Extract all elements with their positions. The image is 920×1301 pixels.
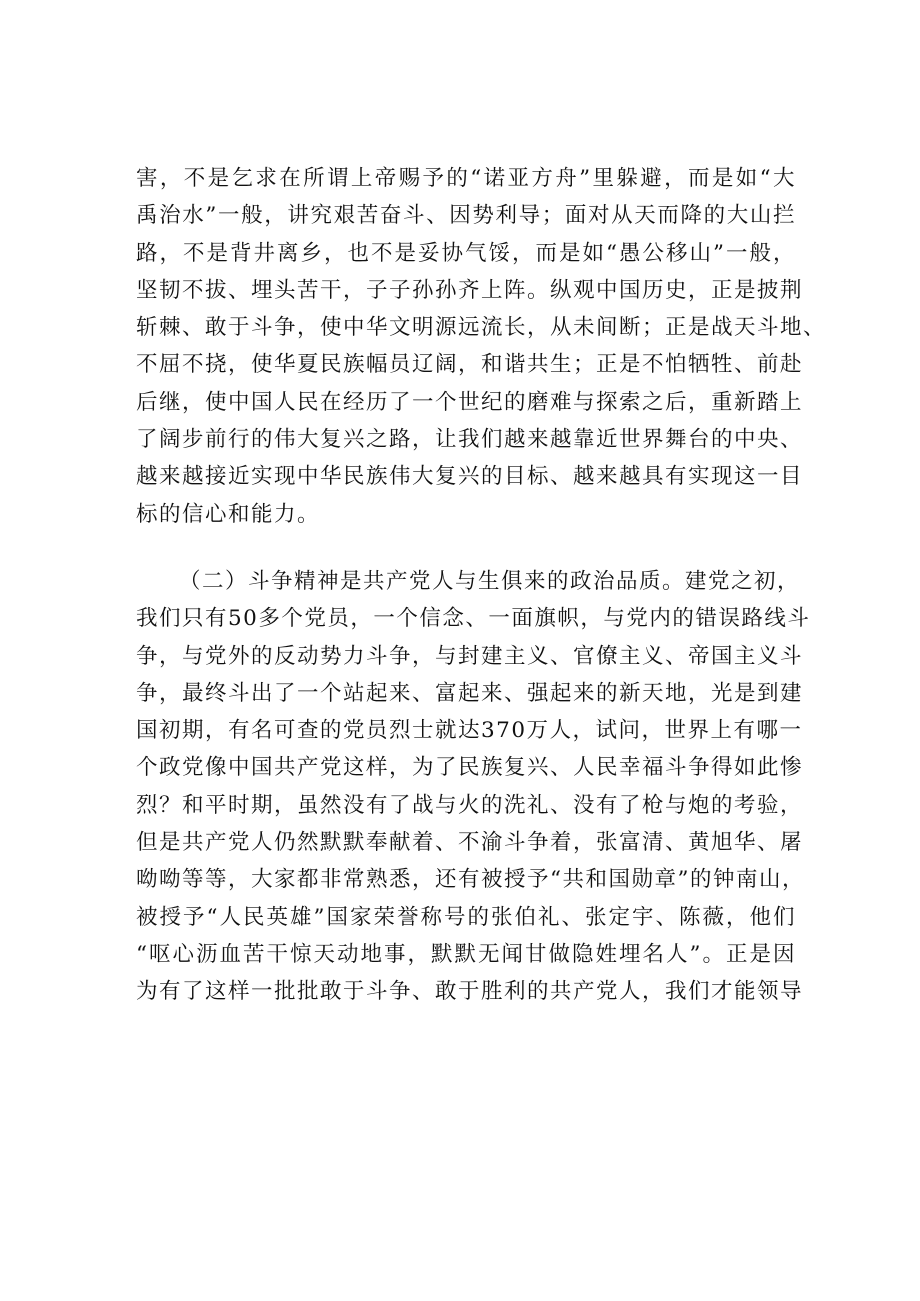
- paragraph-line: 个政党像中国共产党这样，为了民族复兴、人民幸福斗争得如此惨: [136, 755, 804, 781]
- paragraph-line: 路，不是背井离乡，也不是妥协气馁，而是如“愚公移山”一般，: [136, 240, 796, 266]
- paragraph-line: 害，不是乞求在所谓上帝赐予的“诺亚方舟”里躲避，而是如“大: [136, 166, 796, 191]
- paragraph-gap: [136, 533, 796, 563]
- paragraph-line: 争，最终斗出了一个站起来、富起来、强起来的新天地，光是到建: [136, 680, 804, 706]
- paragraph-2: [136, 563, 811, 1011]
- paragraph-line: 不屈不挠，使华夏民族幅员辽阔，和谐共生；正是不怕牺牲、前赴: [136, 352, 804, 378]
- paragraph-line: 坚韧不拔、埋头苦干，子子孙孙齐上阵。纵观中国历史，正是披荆: [136, 277, 804, 303]
- paragraph-line: “呕心沥血苦干惊天动地事，默默无闻甘做隐姓埋名人”。正是因: [136, 941, 796, 967]
- paragraph-last-line: 标的信心和能力。: [136, 501, 321, 527]
- paragraph-line: 禹治水”一般，讲究艰苦奋斗、因势利导；面对从天而降的大山拦: [136, 203, 796, 229]
- paragraph-line: 越来越接近实现中华民族伟大复兴的目标、越来越具有实现这一目: [136, 464, 804, 490]
- document-body: [136, 160, 827, 1011]
- paragraph-line: 被授予“人民英雄”国家荣誉称号的张伯礼、张定宇、陈薇，他们: [136, 904, 796, 930]
- paragraph-line: 我们只有50多个党员，一个信念、一面旗帜，与党内的错误路线斗: [136, 606, 811, 632]
- paragraph-line: 烈？和平时期，虽然没有了战与火的洗礼、没有了枪与炮的考验，: [136, 792, 804, 818]
- paragraph-line: 了阔步前行的伟大复兴之路，让我们越来越靠近世界舞台的中央、: [136, 427, 804, 453]
- paragraph-1: [136, 160, 827, 533]
- paragraph-line: 为有了这样一批批敢于斗争、敢于胜利的共产党人，我们才能领导: [136, 979, 804, 1005]
- paragraph-line: 斩棘、敢于斗争，使中华文明源远流长，从未间断；正是战天斗地、: [136, 315, 827, 341]
- paragraph-line: 后继，使中国人民在经历了一个世纪的磨难与探索之后，重新踏上: [136, 389, 804, 415]
- paragraph-line: 争，与党外的反动势力斗争，与封建主义、官僚主义、帝国主义斗: [136, 643, 804, 669]
- paragraph-first-line: （二）斗争精神是共产党人与生俱来的政治品质。建党之初，: [179, 568, 801, 594]
- paragraph-line: 国初期，有名可查的党员烈士就达370万人，试问，世界上有哪一: [136, 718, 803, 744]
- paragraph-line: 但是共产党人仍然默默奉献着、不渝斗争着，张富清、黄旭华、屠: [136, 830, 804, 856]
- paragraph-line: 呦呦等等，大家都非常熟悉，还有被授予“共和国勋章”的钟南山，: [136, 867, 805, 893]
